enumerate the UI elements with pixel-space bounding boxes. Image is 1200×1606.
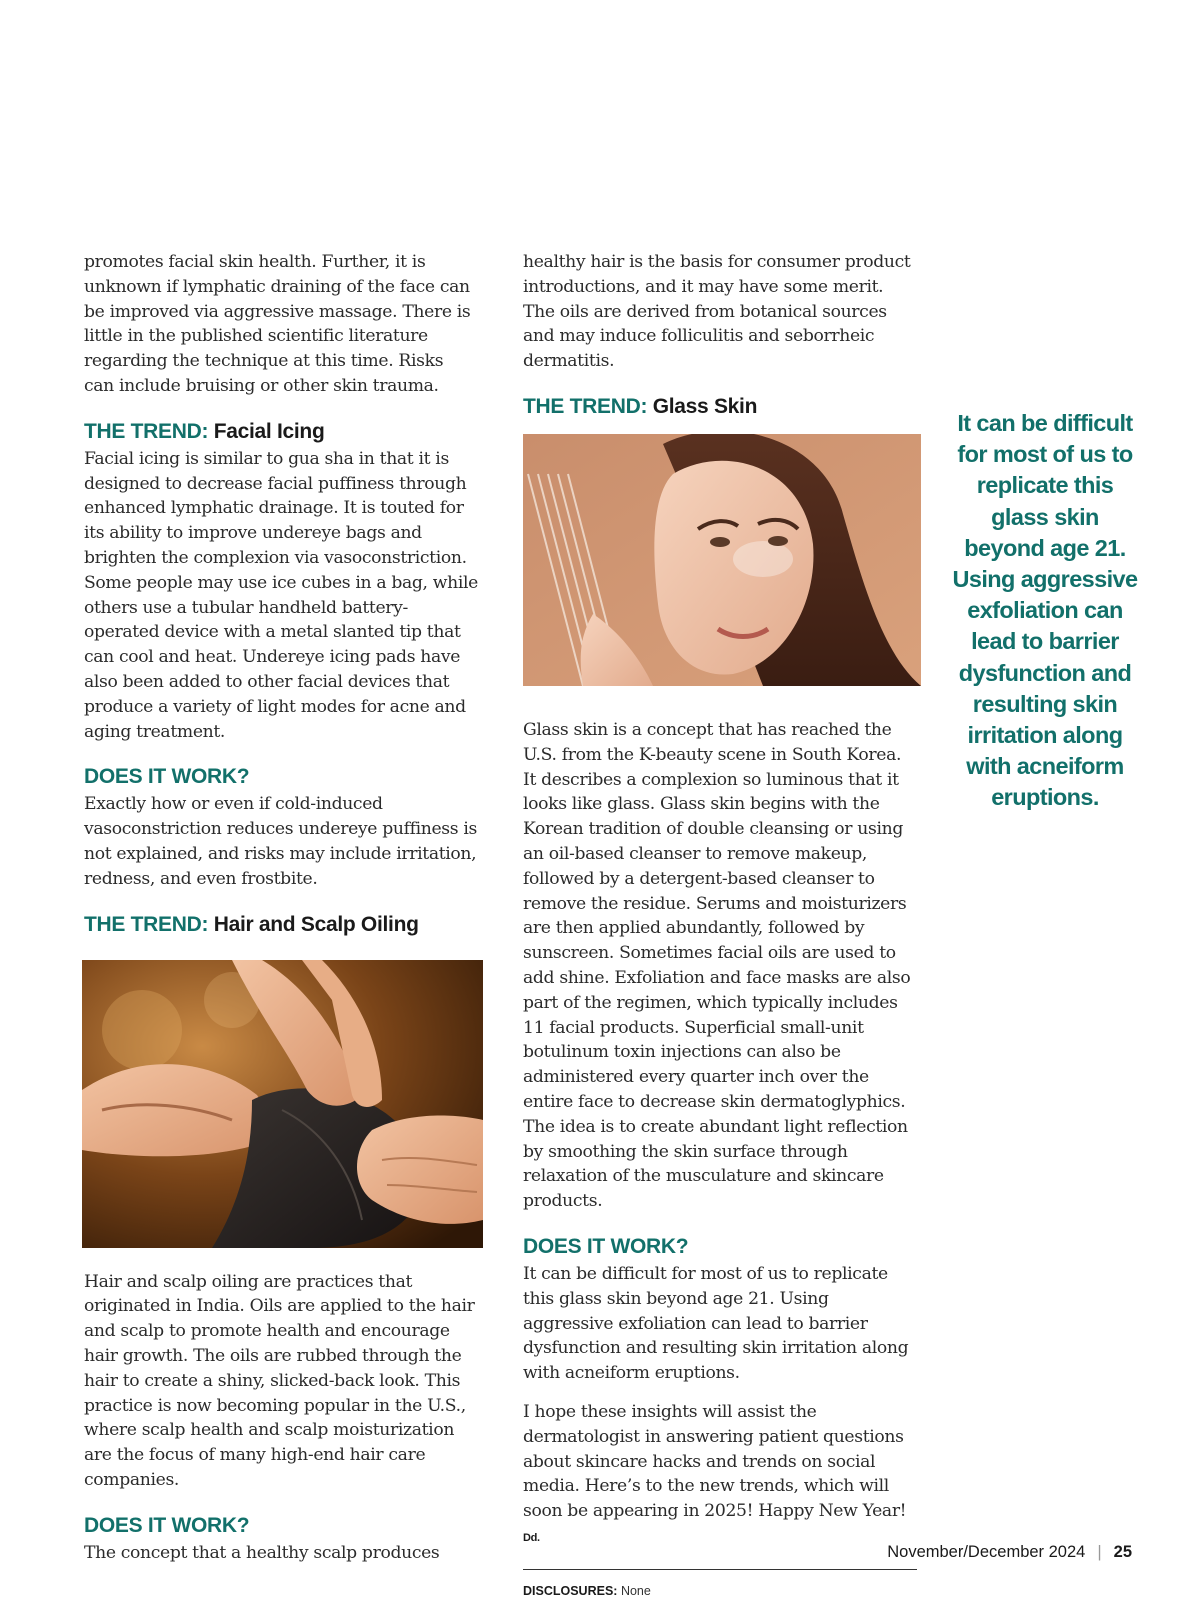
oiling-does-it-work-continued: healthy hair is the basis for consumer product introductions, and it may have some merit. The oils are derived from botanical sources and may induce folliculitis and seborrheic dermatitis. — [523, 252, 911, 372]
heading-title: Facial Icing — [213, 419, 325, 443]
icing-does-it-work-body: Exactly how or even if cold-induced vasoconstriction reduces undereye puffiness is not explained, and risks may include irritation, redness, and even frostbite. — [84, 794, 477, 889]
heading-oiling-does-it-work: DOES IT WORK? — [84, 1513, 250, 1537]
disclosures — [523, 1584, 918, 1598]
oiling-does-it-work-start: The concept that a healthy scalp produces — [84, 1542, 440, 1563]
heading-glass-skin — [523, 394, 918, 420]
disclosures-label: DISCLOSURES: — [523, 1583, 618, 1598]
disclosures-value: None — [620, 1583, 651, 1598]
divider-rule — [523, 1569, 917, 1570]
facial-icing-body: Facial icing is similar to gua sha in that it is designed to decrease facial puffiness through enhanced lymphatic drainage. It is touted for its ability to improve undereye bags and brighten the complexion via vasoconstriction. Some people may use ice cubes in a bag, while others use a tubular handheld battery-operated device with a metal slanted tip that can cool and heat. Undereye icing pads have also been added to other facial devices that produce a variety of light modes for acne and aging treatment. — [84, 448, 478, 742]
signoff-mark: Dd. — [523, 1531, 540, 1544]
heading-kicker: THE TREND: — [84, 912, 209, 936]
oiling-body: Hair and scalp oiling are practices that originated in India. Oils are applied to the hair and scalp to promote health and encourage hair growth. The oils are rubbed through the hair to create a shiny, slicked-back look. This practice is now becoming popular in the U.S., where scalp health and scalp moisturization are the focus of many high-end hair care companies. — [84, 1271, 475, 1490]
column-left — [84, 250, 478, 1566]
page-number: 25 — [1113, 1543, 1132, 1561]
heading-kicker: THE TREND: — [84, 419, 209, 443]
glass-skin-photo — [523, 434, 921, 686]
issue-date: November/December 2024 — [887, 1543, 1086, 1561]
heading-icing-does-it-work: DOES IT WORK? — [84, 765, 250, 789]
scalp-massage-photo — [82, 960, 483, 1248]
pull-quote: It can be difficult for most of us to replicate this glass skin beyond age 21. Using aggressive exfoliation can lead to barrier dysfunction and resulting skin irritation along with acneiform eruptions. — [952, 410, 1138, 811]
heading-kicker: THE TREND: — [523, 394, 648, 418]
heading-title: Glass Skin — [652, 394, 758, 418]
heading-hair-scalp-oiling — [84, 912, 478, 938]
heading-title: Hair and Scalp Oiling — [213, 912, 419, 936]
heading-glass-does-it-work: DOES IT WORK? — [523, 1234, 689, 1258]
glass-skin-body: Glass skin is a concept that has reached the U.S. from the K-beauty scene in South Korea. It describes a complexion so luminous that it looks like glass. Glass skin begins with the Korean tradition of double cleansing or using an oil-based cleanser to remove makeup, followed by a detergent-based cleanser to remove the residue. Serums and moisturizers are then applied abundantly, followed by sunscreen. Sometimes facial oils are used to add shine. Exfoliation and face masks are also part of the regimen, which typically includes 11 facial products. Superficial small-unit botulinum toxin injections can also be administered every quarter inch over the entire face to decrease skin dermatoglyphics. The idea is to create abundant light reflection by smoothing the skin surface through relaxation of the musculature and skincare products. — [523, 719, 911, 1212]
footer-separator: | — [1097, 1543, 1102, 1561]
heading-facial-icing — [84, 419, 478, 445]
column-middle — [523, 250, 918, 1598]
closing-paragraph — [523, 1400, 918, 1551]
closing-text: I hope these insights will assist the dermatologist in answering patient questions about skincare hacks and trends on social media. Here’s to the new trends, which will soon be appearing in 2025! Happy New Year! — [523, 1401, 907, 1522]
intro-paragraph: promotes facial skin health. Further, it is unknown if lymphatic draining of the face can be improved via aggressive massage. There is little in the published scientific literature regarding the technique at this time. Risks can include bruising or other skin trauma. — [84, 252, 471, 396]
page-footer — [887, 1543, 1132, 1562]
glass-does-it-work-body: It can be difficult for most of us to replicate this glass skin beyond age 21. Using aggressive exfoliation can lead to barrier dysfunction and resulting skin irritation along with acneiform eruptions. — [523, 1263, 909, 1384]
